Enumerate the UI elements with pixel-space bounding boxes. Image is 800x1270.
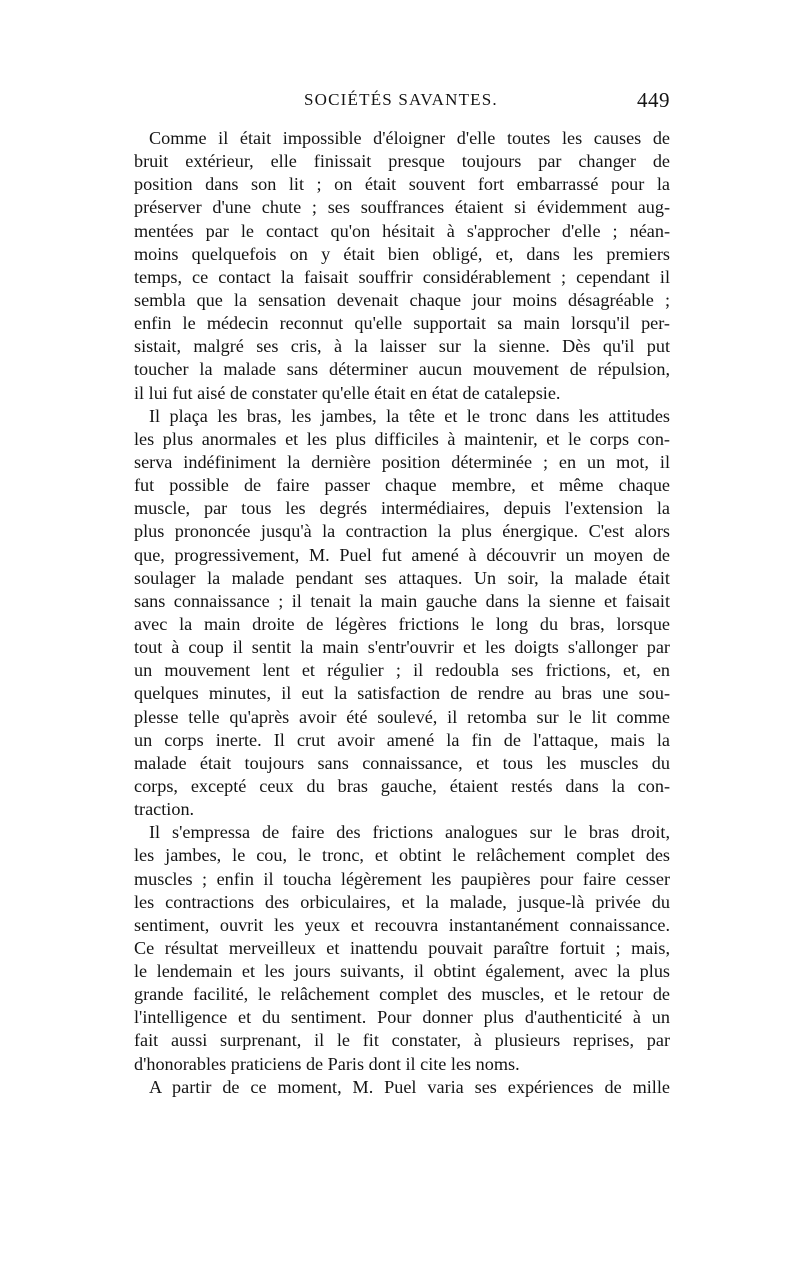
text-line: les jambes, le cou, le tronc, et obtint le relâchement complet des <box>134 845 670 866</box>
text-line: préserver d'une chute ; ses souffrances étaient si évidemment aug- <box>134 197 670 218</box>
text-line: sentiment, ouvrit les yeux et recouvra instantanément connaissance. <box>134 914 670 935</box>
text-line: position dans son lit ; on était souvent fort embarrassé pour la <box>134 174 670 195</box>
text-line: avec la main droite de légères frictions le long du bras, lorsque <box>134 613 670 634</box>
text-line: muscle, par tous les degrés intermédiaires, depuis l'extension la <box>134 498 670 519</box>
text-line: les contractions des orbiculaires, et la malade, jusque-là privée du <box>134 891 670 912</box>
text-line: fait aussi surprenant, il le fit constater, à plusieurs reprises, par <box>134 1030 670 1051</box>
running-title: SOCIÉTÉS SAVANTES. <box>304 90 498 109</box>
text-line: les plus anormales et les plus difficiles à maintenir, et le corps con- <box>134 428 670 449</box>
text-line: bruit extérieur, elle finissait presque toujours par changer de <box>134 151 670 172</box>
text-line: serva indéfiniment la dernière position déterminée ; en un mot, il <box>134 451 670 472</box>
running-header <box>134 88 670 118</box>
text-line: quelques minutes, il eut la satisfaction de rendre au bras une sou- <box>134 683 670 704</box>
text-line: sans connaissance ; il tenait la main gauche dans la sienne et faisait <box>134 590 670 611</box>
text-line: Il s'empressa de faire des frictions analogues sur le bras droit, <box>149 822 670 843</box>
text-line: malade était toujours sans connaissance, et tous les muscles du <box>134 752 670 773</box>
text-line: sistait, malgré ses cris, à la laisser sur la sienne. Dès qu'il put <box>134 336 670 357</box>
text-line: le lendemain et les jours suivants, il obtint également, avec la plus <box>134 961 670 982</box>
text-line: Il plaça les bras, les jambes, la tête et le tronc dans les attitudes <box>149 405 670 426</box>
text-line: fut possible de faire passer chaque membre, et même chaque <box>134 475 670 496</box>
text-line: un corps inerte. Il crut avoir amené la fin de l'attaque, mais la <box>134 729 670 750</box>
text-line: corps, excepté ceux du bras gauche, étaient restés dans la con- <box>134 775 670 796</box>
text-line: que, progressivement, M. Puel fut amené à découvrir un moyen de <box>134 544 670 565</box>
text-line: mentées par le contact qu'on hésitait à s'approcher d'elle ; néan- <box>134 220 670 241</box>
text-line: il lui fut aisé de constater qu'elle était en état de catalepsie. <box>134 382 561 403</box>
text-line: l'intelligence et du sentiment. Pour donner plus d'authenticité à un <box>134 1007 670 1028</box>
page-number: 449 <box>637 88 670 112</box>
text-line: soulager la malade pendant ses attaques. Un soir, la malade était <box>134 567 670 588</box>
text-line: Comme il était impossible d'éloigner d'elle toutes les causes de <box>149 128 670 148</box>
body-text <box>134 127 670 1099</box>
text-line: enfin le médecin reconnut qu'elle supportait sa main lorsqu'il per- <box>134 313 670 334</box>
text-line: un mouvement lent et régulier ; il redoubla ses frictions, et, en <box>134 660 670 681</box>
text-line: plesse telle qu'après avoir été soulevé, il retomba sur le lit comme <box>134 706 670 727</box>
text-line: temps, ce contact la faisait souffrir considérablement ; cependant il <box>134 266 670 287</box>
text-line: moins quelquefois on y était bien obligé, et, dans les premiers <box>134 243 670 264</box>
text-line: d'honorables praticiens de Paris dont il cite les noms. <box>134 1053 520 1074</box>
text-line: traction. <box>134 799 195 820</box>
text-line: sembla que la sensation devenait chaque jour moins désagréable ; <box>134 289 670 310</box>
text-line: muscles ; enfin il toucha légèrement les paupières pour faire cesser <box>134 868 670 889</box>
text-line: grande facilité, le relâchement complet des muscles, et le retour de <box>134 984 670 1005</box>
text-line: Ce résultat merveilleux et inattendu pouvait paraître fortuit ; mais, <box>134 937 670 958</box>
text-line: tout à coup il sentit la main s'entr'ouvrir et les doigts s'allonger par <box>134 637 670 658</box>
text-line: toucher la malade sans déterminer aucun mouvement de répulsion, <box>134 359 670 380</box>
text-line: plus prononcée jusqu'à la contraction la plus énergique. C'est alors <box>134 521 670 542</box>
text-line: A partir de ce moment, M. Puel varia ses expériences de mille <box>149 1076 670 1097</box>
